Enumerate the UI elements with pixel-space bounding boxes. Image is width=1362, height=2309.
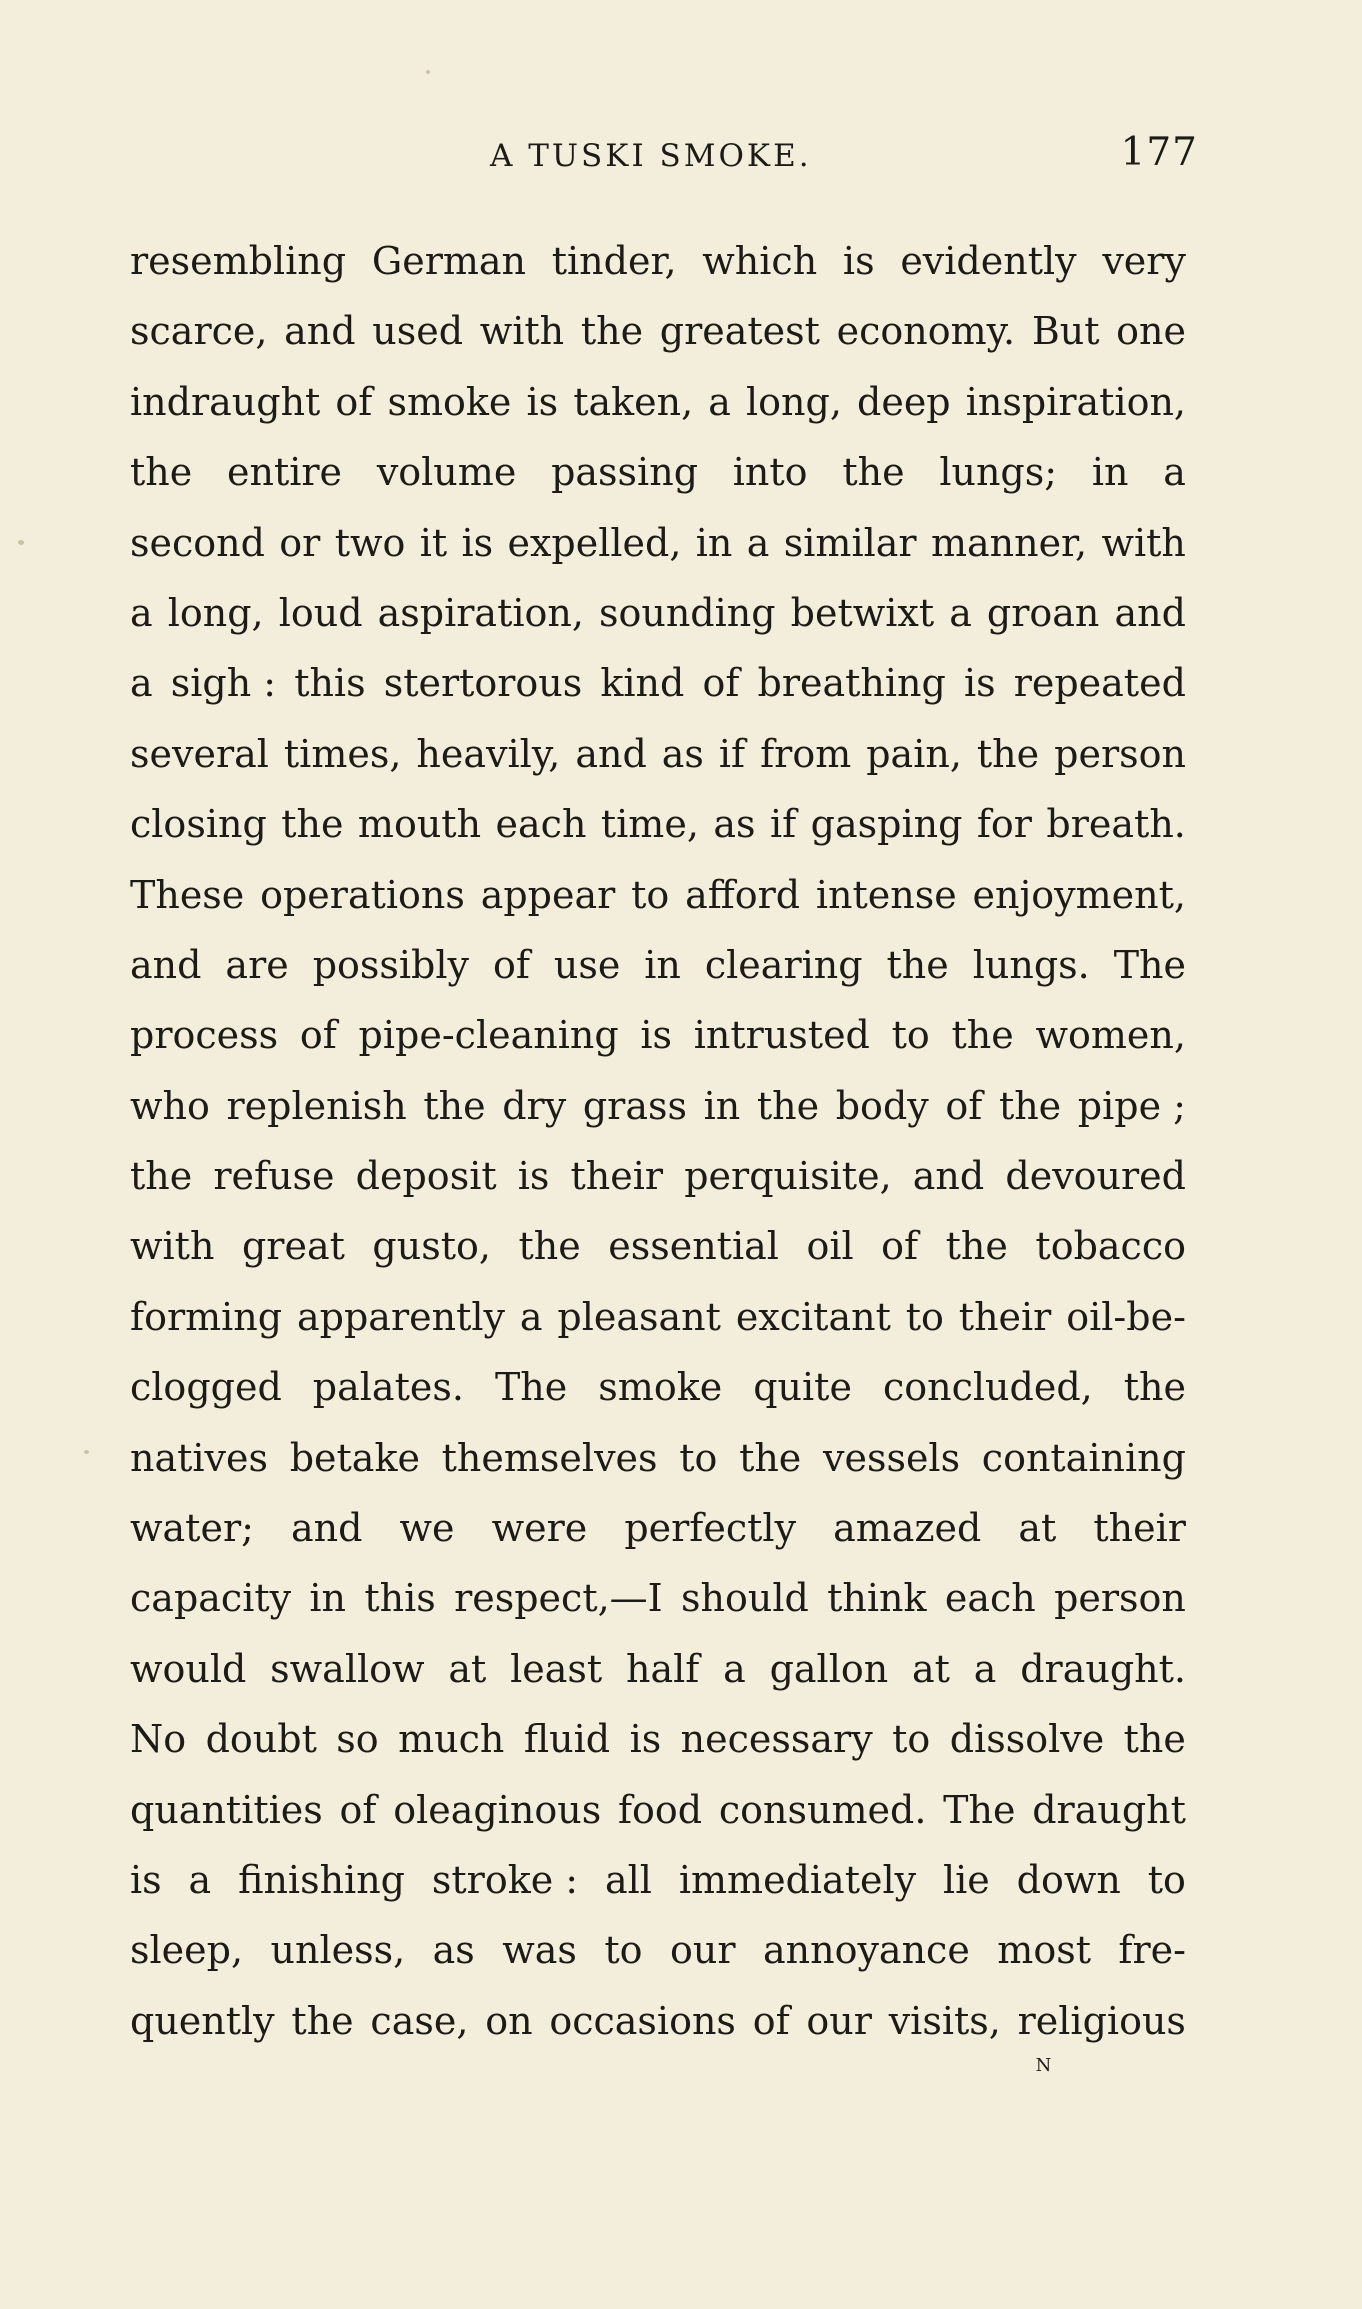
word: the [886, 942, 949, 987]
word: long, [167, 590, 264, 635]
word: taken, [573, 379, 694, 424]
word: two [334, 520, 406, 565]
word: greatest [659, 309, 820, 354]
word: oil [806, 1224, 854, 1269]
word: very [1102, 239, 1186, 283]
page-number: 177 [1120, 130, 1198, 175]
word: in [703, 1083, 741, 1128]
word: the [976, 731, 1040, 776]
word: of [752, 1998, 790, 2043]
word: expelled, [507, 520, 682, 565]
word: The [943, 1787, 1016, 1832]
text-line-18 [130, 1423, 1186, 1493]
word: and [1114, 590, 1186, 635]
text-line-02 [130, 296, 1186, 366]
text-line-12 [130, 1000, 1186, 1070]
word: the [281, 802, 344, 847]
word: concluded, [882, 1365, 1093, 1410]
word: a [723, 1646, 746, 1691]
word: possibly [312, 942, 469, 987]
word: quite [753, 1365, 852, 1410]
word: water; [130, 1506, 254, 1551]
word: consumed. [718, 1787, 927, 1832]
word: was [502, 1928, 577, 1973]
text-line-16 [130, 1282, 1186, 1352]
word: economy. [836, 309, 1016, 354]
word: a [746, 520, 770, 565]
word: as [661, 731, 704, 776]
word: amazed [833, 1506, 982, 1551]
word: apparently [296, 1294, 505, 1339]
word: clearing [704, 942, 863, 987]
text-line-21 [130, 1634, 1186, 1704]
word: were [491, 1506, 588, 1551]
text-line-20 [130, 1563, 1186, 1633]
word: inspiration, [965, 379, 1186, 424]
text-line-19 [130, 1493, 1186, 1563]
word: fre- [1118, 1928, 1186, 1973]
word: a [519, 1294, 543, 1339]
word: visits, [888, 1998, 1001, 2043]
word: body [835, 1083, 929, 1128]
word: the [842, 450, 905, 495]
word: their [570, 1154, 664, 1199]
word: palates. [312, 1365, 464, 1410]
word: times, [283, 731, 402, 776]
word: used [372, 309, 464, 354]
word: containing [981, 1435, 1186, 1480]
word: betake [289, 1435, 420, 1480]
word: great [241, 1224, 345, 1269]
word: loud [278, 590, 363, 635]
word: the [945, 1224, 1008, 1269]
word: oleaginous [393, 1787, 602, 1832]
word: if [718, 731, 746, 776]
word: the [739, 1435, 802, 1480]
word: essential [608, 1224, 779, 1269]
word: the [130, 1154, 193, 1199]
text-line-13 [130, 1071, 1186, 1141]
word: to [905, 1294, 944, 1339]
word: grass [582, 1083, 687, 1128]
word: at [448, 1646, 487, 1691]
body-text [130, 226, 1186, 2056]
word: appear [480, 872, 616, 917]
word: German [371, 239, 527, 283]
word: of [881, 1224, 919, 1269]
word: to [1147, 1857, 1186, 1902]
word: pain, [866, 731, 962, 776]
word: breath. [1046, 802, 1186, 847]
word: is [842, 239, 875, 283]
word: the [580, 309, 644, 354]
word: pipe-cleaning [358, 1013, 619, 1058]
word: each [944, 1576, 1036, 1621]
text-line-23 [130, 1775, 1186, 1845]
word: intense [815, 872, 957, 917]
word: mouth [357, 802, 482, 847]
word: perquisite, [684, 1154, 892, 1199]
word: gallon [769, 1646, 889, 1691]
word: is [461, 520, 494, 565]
word: operations [260, 872, 465, 917]
word: a [1163, 450, 1186, 495]
word: and [912, 1154, 985, 1199]
text-line-07 [130, 648, 1186, 718]
word: forming [130, 1294, 283, 1339]
word: most [997, 1928, 1091, 1973]
word: tinder, [551, 239, 677, 283]
word: gasping [810, 802, 963, 847]
word: refuse [213, 1154, 335, 1199]
word: necessary [680, 1717, 873, 1762]
word: of [335, 379, 373, 424]
word: is [963, 661, 996, 706]
word: occasions [549, 1998, 736, 2043]
word: excitant [735, 1294, 891, 1339]
paper-speck [84, 1450, 89, 1454]
word: is [640, 1013, 673, 1058]
word: and [284, 309, 356, 354]
word: a [130, 590, 153, 635]
word: which [702, 239, 818, 283]
word: scarce, [130, 309, 268, 354]
paper-speck [18, 540, 24, 545]
word: annoyance [762, 1928, 970, 1973]
word: each [495, 802, 587, 847]
word: it [419, 520, 448, 565]
word: clogged [130, 1365, 282, 1410]
word: draught [1032, 1787, 1186, 1832]
word: perfectly [624, 1506, 797, 1551]
word: stroke : [431, 1857, 579, 1902]
word: respect,—I [454, 1576, 663, 1621]
word: half [625, 1646, 700, 1691]
word: least [510, 1646, 603, 1691]
word: a [188, 1857, 212, 1902]
word: replenish [226, 1083, 407, 1128]
word: lie [942, 1857, 990, 1902]
word: with [479, 309, 565, 354]
word: our [806, 1998, 872, 2043]
word: sleep, [130, 1928, 244, 1973]
word: as [713, 802, 756, 847]
word: of [702, 661, 740, 706]
word: manner, [930, 520, 1088, 565]
word: doubt [205, 1717, 317, 1762]
word: into [732, 450, 808, 495]
word: closing [130, 802, 267, 847]
word: deep [857, 379, 951, 424]
word: the [1123, 1365, 1186, 1410]
word: deposit [355, 1154, 497, 1199]
word: enjoyment, [972, 872, 1186, 917]
word: person [1054, 1576, 1186, 1621]
word: quently [130, 1998, 275, 2043]
word: think [827, 1576, 927, 1621]
word: is [517, 1154, 550, 1199]
word: food [617, 1787, 703, 1832]
word: second [130, 520, 265, 565]
word: No [130, 1717, 187, 1762]
word: with [130, 1224, 215, 1269]
word: volume [376, 450, 517, 495]
word: all [605, 1857, 652, 1902]
word: resembling [130, 239, 347, 283]
text-line-14 [130, 1141, 1186, 1211]
word: groan [986, 590, 1100, 635]
word: at [912, 1646, 950, 1691]
word: and [290, 1506, 363, 1551]
word: and [575, 731, 647, 776]
word: in [1091, 450, 1129, 495]
paper-speck [426, 70, 430, 74]
word: to [891, 1013, 930, 1058]
word: the [1123, 1717, 1186, 1762]
word: the [518, 1224, 581, 1269]
word: on [485, 1998, 533, 2043]
word: much [398, 1717, 505, 1762]
word: if [769, 802, 797, 847]
word: evidently [900, 239, 1077, 283]
text-line-09 [130, 789, 1186, 859]
word: from [760, 731, 852, 776]
word: passing [551, 450, 699, 495]
word: aspiration, [377, 590, 584, 635]
word: their [958, 1294, 1052, 1339]
word: intrusted [693, 1013, 870, 1058]
word: down [1016, 1857, 1121, 1902]
word: vessels [822, 1435, 961, 1480]
word: use [553, 942, 621, 987]
text-line-10 [130, 860, 1186, 930]
word: a [130, 661, 153, 706]
word: sounding [598, 590, 776, 635]
word: natives [130, 1435, 269, 1480]
text-line-06 [130, 578, 1186, 648]
word: religious [1017, 1998, 1186, 2043]
text-line-04 [130, 437, 1186, 507]
word: dissolve [949, 1717, 1105, 1762]
word: this [364, 1576, 436, 1621]
word: women, [1035, 1013, 1186, 1058]
word: of [492, 942, 530, 987]
word: the [130, 450, 193, 495]
text-line-01 [130, 226, 1186, 296]
word: the [756, 1083, 820, 1128]
text-line-11 [130, 930, 1186, 1000]
word: gusto, [372, 1224, 491, 1269]
word: smoke [598, 1365, 723, 1410]
word: stertorous [383, 661, 583, 706]
word: the [998, 1083, 1062, 1128]
word: quantities [130, 1787, 323, 1832]
word: capacity [130, 1576, 292, 1621]
word: of [299, 1013, 337, 1058]
word: swallow [270, 1646, 425, 1691]
text-line-15 [130, 1211, 1186, 1281]
word: pipe ; [1077, 1083, 1186, 1128]
text-line-24 [130, 1845, 1186, 1915]
word: But [1031, 309, 1100, 354]
word: as [432, 1928, 475, 1973]
text-line-17 [130, 1352, 1186, 1422]
word: is [629, 1717, 662, 1762]
word: These [130, 872, 245, 917]
word: process [130, 1013, 279, 1058]
word: to [604, 1928, 643, 1973]
word: or [279, 520, 321, 565]
word: is [130, 1857, 162, 1902]
word: lungs; [939, 450, 1058, 495]
word: dry [502, 1083, 567, 1128]
word: in [695, 520, 733, 565]
word: the [423, 1083, 486, 1128]
word: The [1113, 942, 1186, 987]
word: indraught [130, 379, 321, 424]
word: smoke [387, 379, 512, 424]
word: to [631, 872, 670, 917]
word: The [494, 1365, 568, 1410]
word: would [130, 1646, 247, 1691]
word: our [669, 1928, 736, 1973]
word: is [526, 379, 559, 424]
word: we [399, 1506, 455, 1551]
text-line-05 [130, 508, 1186, 578]
word: sigh : [170, 661, 277, 706]
word: devoured [1005, 1154, 1186, 1199]
text-line-03 [130, 367, 1186, 437]
word: lungs. [972, 942, 1090, 987]
word: unless, [270, 1928, 406, 1973]
word: a [949, 590, 972, 635]
word: case, [370, 1998, 469, 2043]
word: so [336, 1717, 379, 1762]
word: and [130, 942, 202, 987]
text-line-25 [130, 1915, 1186, 1985]
word: the [291, 1998, 354, 2043]
word: their [1093, 1506, 1186, 1551]
word: heavily, [416, 731, 561, 776]
word: pleasant [557, 1294, 721, 1339]
word: should [681, 1576, 809, 1621]
word: several [130, 731, 269, 776]
word: repeated [1013, 661, 1186, 706]
word: long, [746, 379, 842, 424]
word: finishing [238, 1857, 405, 1902]
word: who [130, 1083, 210, 1128]
word: immediately [678, 1857, 917, 1902]
word: are [225, 942, 289, 987]
word: a [708, 379, 731, 424]
word: oil-be- [1066, 1294, 1186, 1339]
word: for [976, 802, 1032, 847]
word: time, [600, 802, 699, 847]
running-head: A TUSKI SMOKE. [490, 138, 812, 174]
word: fluid [523, 1717, 611, 1762]
word: kind [600, 661, 685, 706]
word: of [339, 1787, 377, 1832]
signature-mark: N [1035, 2055, 1053, 2076]
word: with [1101, 520, 1186, 565]
word: to [679, 1435, 718, 1480]
word: of [945, 1083, 983, 1128]
word: in [644, 942, 681, 987]
text-line-08 [130, 719, 1186, 789]
word: afford [685, 872, 801, 917]
word: to [892, 1717, 931, 1762]
word: entire [227, 450, 343, 495]
word: at [1018, 1506, 1057, 1551]
text-line-22 [130, 1704, 1186, 1774]
word: a [973, 1646, 997, 1691]
word: similar [783, 520, 917, 565]
word: this [294, 661, 366, 706]
word: person [1054, 731, 1186, 776]
word: themselves [441, 1435, 658, 1480]
word: the [951, 1013, 1014, 1058]
word: one [1116, 309, 1186, 354]
word: betwixt [790, 590, 935, 635]
word: in [309, 1576, 347, 1621]
word: tobacco [1035, 1224, 1186, 1269]
word: draught. [1020, 1646, 1186, 1691]
word: breathing [757, 661, 946, 706]
